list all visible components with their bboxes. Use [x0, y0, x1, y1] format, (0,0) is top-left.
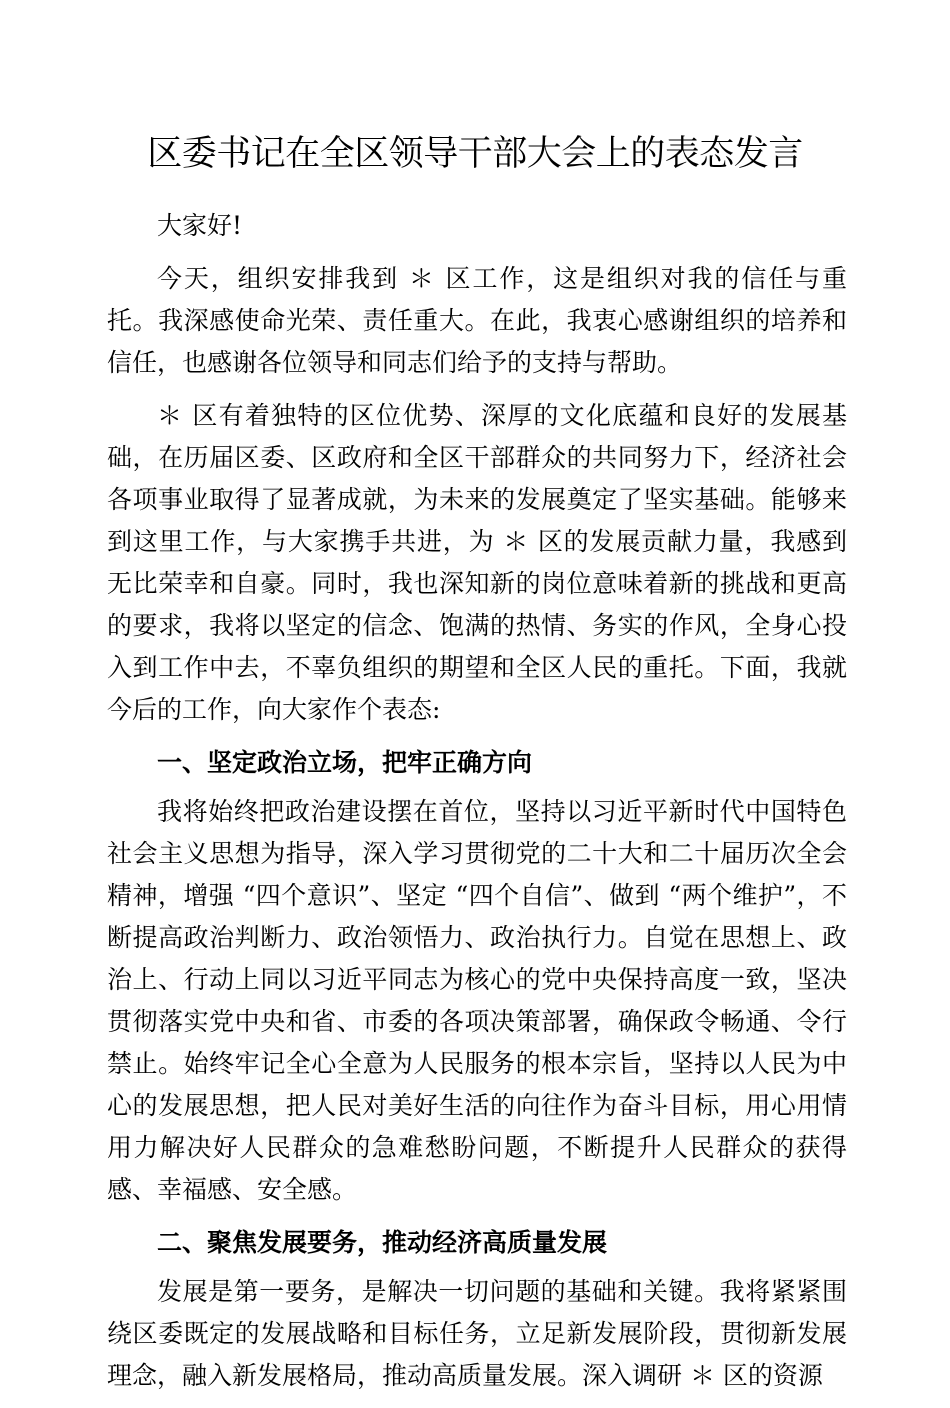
paragraph-district: ＊ 区有着独特的区位优势、深厚的文化底蕴和良好的发展基础，在历届区委、区政府和全区干部群众的共同努力下，经济社会各项事业取得了显著成就，为未来的发展奠定了坚实基础。能够来到这里工作，与大家携手共进，为 ＊ 区的发展贡献力量，我感到无比荣幸和自豪。同时，我也深知新的岗位意味着新的挑战和更高的要求，我将以坚定的信念、饱满的热情、务实的作风，全身心投入到工作中去，不辜负组织的期望和全区人民的重托。下面，我就今后的工作，向大家作个表态: [107, 401, 847, 724]
section-heading-1: 一、坚定政治立场，把牢正确方向 [157, 748, 533, 777]
greeting: 大家好! [157, 211, 243, 240]
section-heading-2: 二、聚焦发展要务，推动经济高质量发展 [157, 1228, 608, 1257]
document-title: 区委书记在全区领导干部大会上的表态发言 [147, 134, 803, 174]
paragraph-political: 我将始终把政治建设摆在首位，坚持以习近平新时代中国特色社会主义思想为指导，深入学习贯彻党的二十大和二十届历次全会精神，增强 “四个意识”、坚定 “四个自信”、做到 “两个维护”，不断提高政治判断力、政治领悟力、政治执行力。自觉在思想上、政治上、行动上同以习近平同志为核心的党中央保持高度一致，坚决贯彻落实党中央和省、市委的各项决策部署，确保政令畅通、令行禁止。始终牢记全心全意为人民服务的根本宗旨，坚持以人民为中心的发展思想，把人民对美好生活的向往作为奋斗目标，用心用情用力解决好人民群众的急难愁盼问题，不断提升人民群众的获得感、幸福感、安全感。 [107, 797, 847, 1204]
paragraph-intro: 今天，组织安排我到 ＊ 区工作，这是组织对我的信任与重托。我深感使命光荣、责任重大。在此，我衷心感谢组织的培养和信任，也感谢各位领导和同志们给予的支持与帮助。 [107, 264, 847, 377]
document-body [107, 205, 847, 1408]
paragraph-development: 发展是第一要务，是解决一切问题的基础和关键。我将紧紧围绕区委既定的发展战略和目标任务，立足新发展阶段，贯彻新发展理念，融入新发展格局，推动高质量发展。深入调研 ＊ 区的资源 [107, 1277, 847, 1390]
